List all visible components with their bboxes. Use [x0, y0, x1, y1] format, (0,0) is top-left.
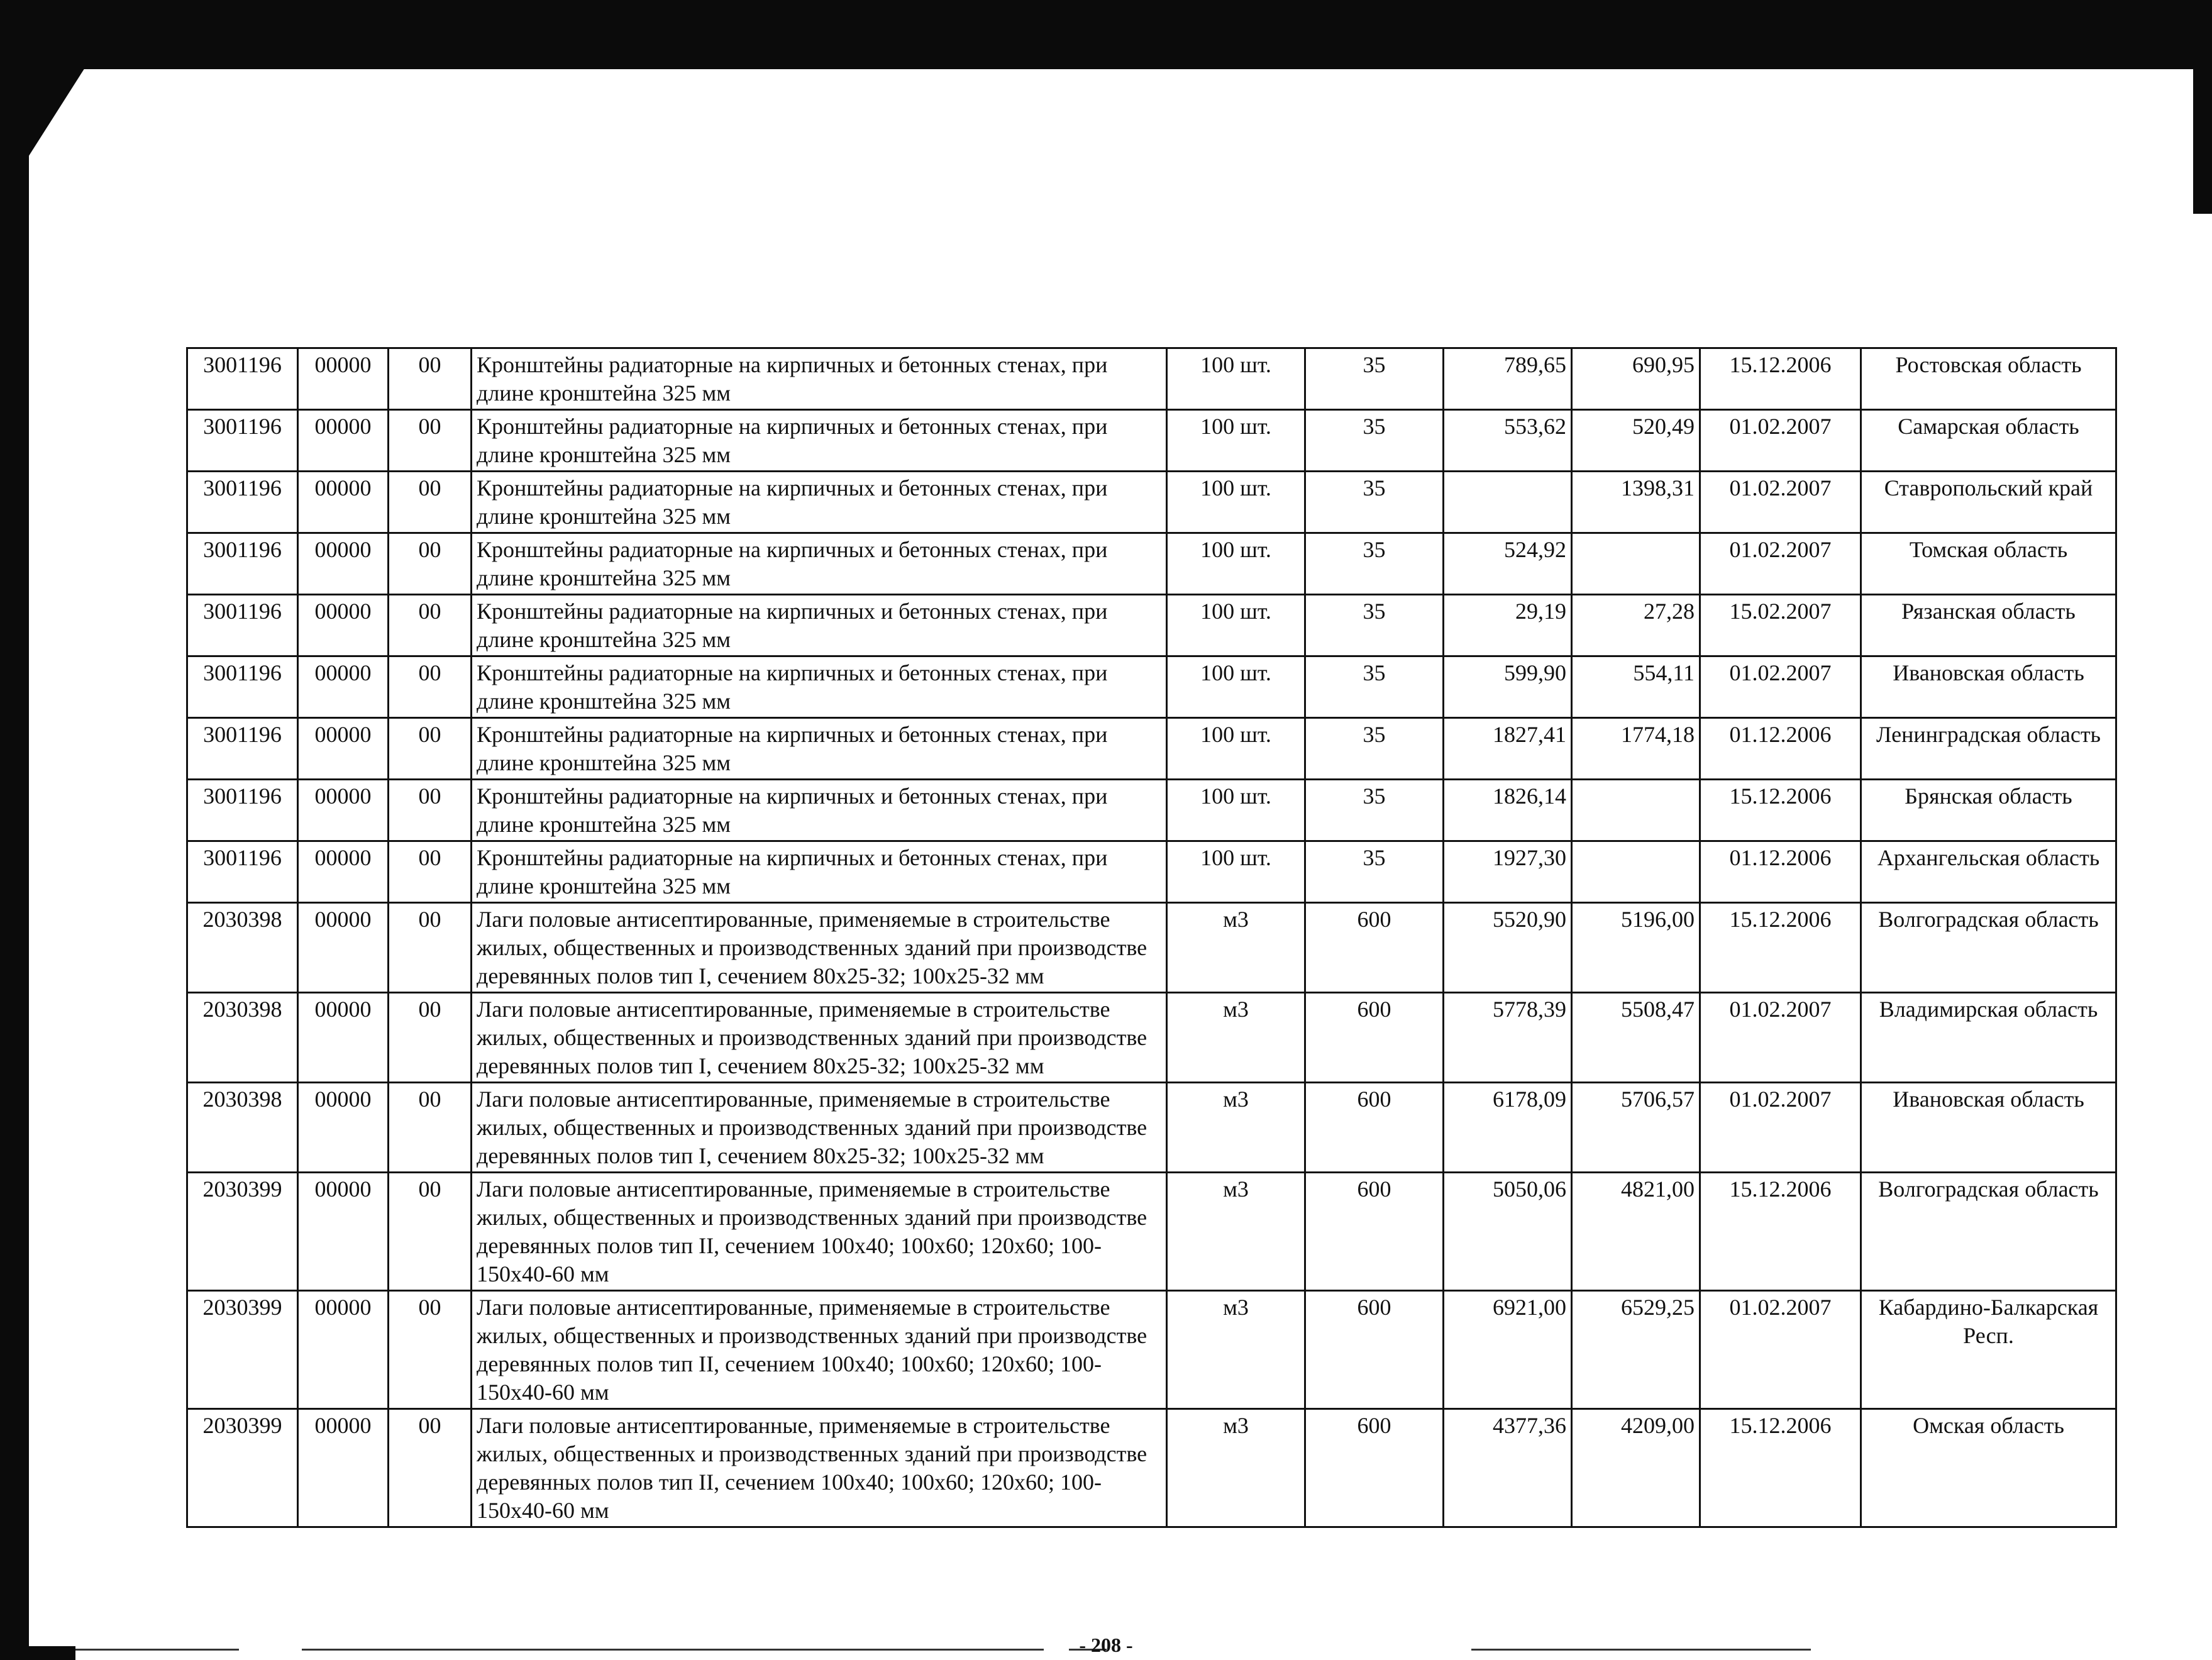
date-cell: 15.12.2006 [1700, 348, 1861, 410]
sub-code-cell: 00000 [298, 780, 389, 841]
price-with-vat-cell [1444, 472, 1572, 533]
quantity-cell: 600 [1305, 1173, 1444, 1291]
price-cell: 5196,00 [1572, 903, 1700, 993]
unit-cell: м3 [1167, 993, 1305, 1083]
description-cell: Лаги половые антисептированные, применяемые в строительстве жилых, общественных и производственных зданий при производстве деревянных полов тип II, сечением 100х40; 100х60; 120х60; 100-150х40-60 мм [472, 1173, 1167, 1291]
description-cell: Лаги половые антисептированные, применяемые в строительстве жилых, общественных и производственных зданий при производстве деревянных полов тип II, сечением 100х40; 100х60; 120х60; 100-150х40-60 мм [472, 1291, 1167, 1409]
price-with-vat-cell: 6178,09 [1444, 1083, 1572, 1173]
price-with-vat-cell: 1827,41 [1444, 718, 1572, 780]
price-with-vat-cell: 789,65 [1444, 348, 1572, 410]
price-with-vat-cell: 6921,00 [1444, 1291, 1572, 1409]
region-cell: Рязанская область [1861, 595, 2116, 656]
price-cell: 520,49 [1572, 410, 1700, 472]
index-cell: 00 [389, 903, 472, 993]
unit-cell: м3 [1167, 903, 1305, 993]
index-cell: 00 [389, 993, 472, 1083]
description-cell: Кронштейны радиаторные на кирпичных и бетонных стенах, при длине кронштейна 325 мм [472, 410, 1167, 472]
date-cell: 15.12.2006 [1700, 1173, 1861, 1291]
price-with-vat-cell: 5520,90 [1444, 903, 1572, 993]
quantity-cell: 35 [1305, 533, 1444, 595]
date-cell: 01.02.2007 [1700, 1083, 1861, 1173]
table-row [187, 1409, 2116, 1527]
unit-cell: м3 [1167, 1291, 1305, 1409]
table-row [187, 1173, 2116, 1291]
description-cell: Кронштейны радиаторные на кирпичных и бетонных стенах, при длине кронштейна 325 мм [472, 348, 1167, 410]
table-row [187, 595, 2116, 656]
date-cell: 01.02.2007 [1700, 410, 1861, 472]
price-cell: 6529,25 [1572, 1291, 1700, 1409]
quantity-cell: 600 [1305, 903, 1444, 993]
sub-code-cell: 00000 [298, 656, 389, 718]
index-cell: 00 [389, 1173, 472, 1291]
price-with-vat-cell: 1927,30 [1444, 841, 1572, 903]
unit-cell: 100 шт. [1167, 533, 1305, 595]
index-cell: 00 [389, 472, 472, 533]
price-cell [1572, 841, 1700, 903]
index-cell: 00 [389, 780, 472, 841]
price-with-vat-cell: 5778,39 [1444, 993, 1572, 1083]
quantity-cell: 35 [1305, 410, 1444, 472]
price-cell: 1774,18 [1572, 718, 1700, 780]
sub-code-cell: 00000 [298, 841, 389, 903]
description-cell: Кронштейны радиаторные на кирпичных и бетонных стенах, при длине кронштейна 325 мм [472, 472, 1167, 533]
code-cell: 2030398 [187, 903, 298, 993]
scan-border-left [0, 94, 29, 1660]
region-cell: Ивановская область [1861, 1083, 2116, 1173]
date-cell: 15.12.2006 [1700, 903, 1861, 993]
description-cell: Кронштейны радиаторные на кирпичных и бетонных стенах, при длине кронштейна 325 мм [472, 656, 1167, 718]
price-with-vat-cell: 1826,14 [1444, 780, 1572, 841]
code-cell: 3001196 [187, 780, 298, 841]
description-cell: Лаги половые антисептированные, применяемые в строительстве жилых, общественных и производственных зданий при производстве деревянных полов тип I, сечением 80х25-32; 100х25-32 мм [472, 993, 1167, 1083]
description-cell: Лаги половые антисептированные, применяемые в строительстве жилых, общественных и производственных зданий при производстве деревянных полов тип I, сечением 80х25-32; 100х25-32 мм [472, 903, 1167, 993]
unit-cell: 100 шт. [1167, 656, 1305, 718]
sub-code-cell: 00000 [298, 1409, 389, 1527]
region-cell: Омская область [1861, 1409, 2116, 1527]
index-cell: 00 [389, 533, 472, 595]
date-cell: 01.02.2007 [1700, 533, 1861, 595]
code-cell: 3001196 [187, 533, 298, 595]
table-row [187, 1083, 2116, 1173]
unit-cell: м3 [1167, 1083, 1305, 1173]
description-cell: Лаги половые антисептированные, применяемые в строительстве жилых, общественных и производственных зданий при производстве деревянных полов тип II, сечением 100х40; 100х60; 120х60; 100-150х40-60 мм [472, 1409, 1167, 1527]
region-cell: Владимирская область [1861, 993, 2116, 1083]
date-cell: 01.12.2006 [1700, 718, 1861, 780]
quantity-cell: 600 [1305, 1409, 1444, 1527]
price-with-vat-cell: 5050,06 [1444, 1173, 1572, 1291]
date-cell: 01.02.2007 [1700, 472, 1861, 533]
code-cell: 2030399 [187, 1409, 298, 1527]
index-cell: 00 [389, 410, 472, 472]
table-row [187, 656, 2116, 718]
code-cell: 3001196 [187, 656, 298, 718]
region-cell: Ленинградская область [1861, 718, 2116, 780]
quantity-cell: 600 [1305, 1291, 1444, 1409]
price-with-vat-cell: 4377,36 [1444, 1409, 1572, 1527]
code-cell: 3001196 [187, 348, 298, 410]
sub-code-cell: 00000 [298, 533, 389, 595]
sub-code-cell: 00000 [298, 718, 389, 780]
table-body [187, 348, 2116, 1527]
index-cell: 00 [389, 348, 472, 410]
sub-code-cell: 00000 [298, 993, 389, 1083]
price-with-vat-cell: 553,62 [1444, 410, 1572, 472]
code-cell: 3001196 [187, 472, 298, 533]
price-table [186, 347, 2117, 1528]
region-cell: Кабардино-Балкарская Респ. [1861, 1291, 2116, 1409]
unit-cell: м3 [1167, 1173, 1305, 1291]
sub-code-cell: 00000 [298, 1083, 389, 1173]
sub-code-cell: 00000 [298, 410, 389, 472]
unit-cell: 100 шт. [1167, 595, 1305, 656]
region-cell: Волгоградская область [1861, 1173, 2116, 1291]
table-row [187, 1291, 2116, 1409]
quantity-cell: 35 [1305, 718, 1444, 780]
description-cell: Кронштейны радиаторные на кирпичных и бетонных стенах, при длине кронштейна 325 мм [472, 718, 1167, 780]
sub-code-cell: 00000 [298, 1173, 389, 1291]
price-with-vat-cell: 524,92 [1444, 533, 1572, 595]
sub-code-cell: 00000 [298, 903, 389, 993]
code-cell: 2030399 [187, 1173, 298, 1291]
price-cell: 4209,00 [1572, 1409, 1700, 1527]
code-cell: 3001196 [187, 410, 298, 472]
table-row [187, 410, 2116, 472]
sub-code-cell: 00000 [298, 595, 389, 656]
region-cell: Томская область [1861, 533, 2116, 595]
table-row [187, 718, 2116, 780]
price-cell: 690,95 [1572, 348, 1700, 410]
unit-cell: м3 [1167, 1409, 1305, 1527]
price-cell [1572, 780, 1700, 841]
table-row [187, 348, 2116, 410]
quantity-cell: 600 [1305, 993, 1444, 1083]
index-cell: 00 [389, 1291, 472, 1409]
quantity-cell: 35 [1305, 656, 1444, 718]
quantity-cell: 35 [1305, 841, 1444, 903]
date-cell: 01.02.2007 [1700, 656, 1861, 718]
description-cell: Лаги половые антисептированные, применяемые в строительстве жилых, общественных и производственных зданий при производстве деревянных полов тип I, сечением 80х25-32; 100х25-32 мм [472, 1083, 1167, 1173]
unit-cell: 100 шт. [1167, 841, 1305, 903]
price-cell [1572, 533, 1700, 595]
code-cell: 3001196 [187, 718, 298, 780]
index-cell: 00 [389, 656, 472, 718]
quantity-cell: 35 [1305, 472, 1444, 533]
code-cell: 3001196 [187, 841, 298, 903]
quantity-cell: 35 [1305, 595, 1444, 656]
code-cell: 3001196 [187, 595, 298, 656]
region-cell: Самарская область [1861, 410, 2116, 472]
price-with-vat-cell: 29,19 [1444, 595, 1572, 656]
unit-cell: 100 шт. [1167, 718, 1305, 780]
table-row [187, 903, 2116, 993]
description-cell: Кронштейны радиаторные на кирпичных и бетонных стенах, при длине кронштейна 325 мм [472, 780, 1167, 841]
date-cell: 15.12.2006 [1700, 780, 1861, 841]
sub-code-cell: 00000 [298, 348, 389, 410]
scan-border-right [2193, 0, 2212, 214]
region-cell: Ивановская область [1861, 656, 2116, 718]
sub-code-cell: 00000 [298, 472, 389, 533]
region-cell: Архангельская область [1861, 841, 2116, 903]
description-cell: Кронштейны радиаторные на кирпичных и бетонных стенах, при длине кронштейна 325 мм [472, 841, 1167, 903]
table-row [187, 472, 2116, 533]
unit-cell: 100 шт. [1167, 472, 1305, 533]
index-cell: 00 [389, 1083, 472, 1173]
date-cell: 01.02.2007 [1700, 1291, 1861, 1409]
index-cell: 00 [389, 718, 472, 780]
quantity-cell: 35 [1305, 348, 1444, 410]
unit-cell: 100 шт. [1167, 410, 1305, 472]
table-row [187, 993, 2116, 1083]
date-cell: 01.02.2007 [1700, 993, 1861, 1083]
region-cell: Волгоградская область [1861, 903, 2116, 993]
table-row [187, 533, 2116, 595]
quantity-cell: 600 [1305, 1083, 1444, 1173]
code-cell: 2030398 [187, 993, 298, 1083]
price-cell: 27,28 [1572, 595, 1700, 656]
region-cell: Ставропольский край [1861, 472, 2116, 533]
date-cell: 15.12.2006 [1700, 1409, 1861, 1527]
price-cell: 4821,00 [1572, 1173, 1700, 1291]
code-cell: 2030399 [187, 1291, 298, 1409]
quantity-cell: 35 [1305, 780, 1444, 841]
description-cell: Кронштейны радиаторные на кирпичных и бетонных стенах, при длине кронштейна 325 мм [472, 533, 1167, 595]
sub-code-cell: 00000 [298, 1291, 389, 1409]
date-cell: 01.12.2006 [1700, 841, 1861, 903]
description-cell: Кронштейны радиаторные на кирпичных и бетонных стенах, при длине кронштейна 325 мм [472, 595, 1167, 656]
price-cell: 554,11 [1572, 656, 1700, 718]
region-cell: Ростовская область [1861, 348, 2116, 410]
region-cell: Брянская область [1861, 780, 2116, 841]
scan-border-top [0, 0, 2212, 69]
code-cell: 2030398 [187, 1083, 298, 1173]
unit-cell: 100 шт. [1167, 780, 1305, 841]
index-cell: 00 [389, 841, 472, 903]
price-cell: 1398,31 [1572, 472, 1700, 533]
index-cell: 00 [389, 1409, 472, 1527]
price-cell: 5508,47 [1572, 993, 1700, 1083]
index-cell: 00 [389, 595, 472, 656]
unit-cell: 100 шт. [1167, 348, 1305, 410]
table-row [187, 841, 2116, 903]
table-row [187, 780, 2116, 841]
price-with-vat-cell: 599,90 [1444, 656, 1572, 718]
page-number: - 208 - [1079, 1634, 1133, 1656]
price-cell: 5706,57 [1572, 1083, 1700, 1173]
date-cell: 15.02.2007 [1700, 595, 1861, 656]
